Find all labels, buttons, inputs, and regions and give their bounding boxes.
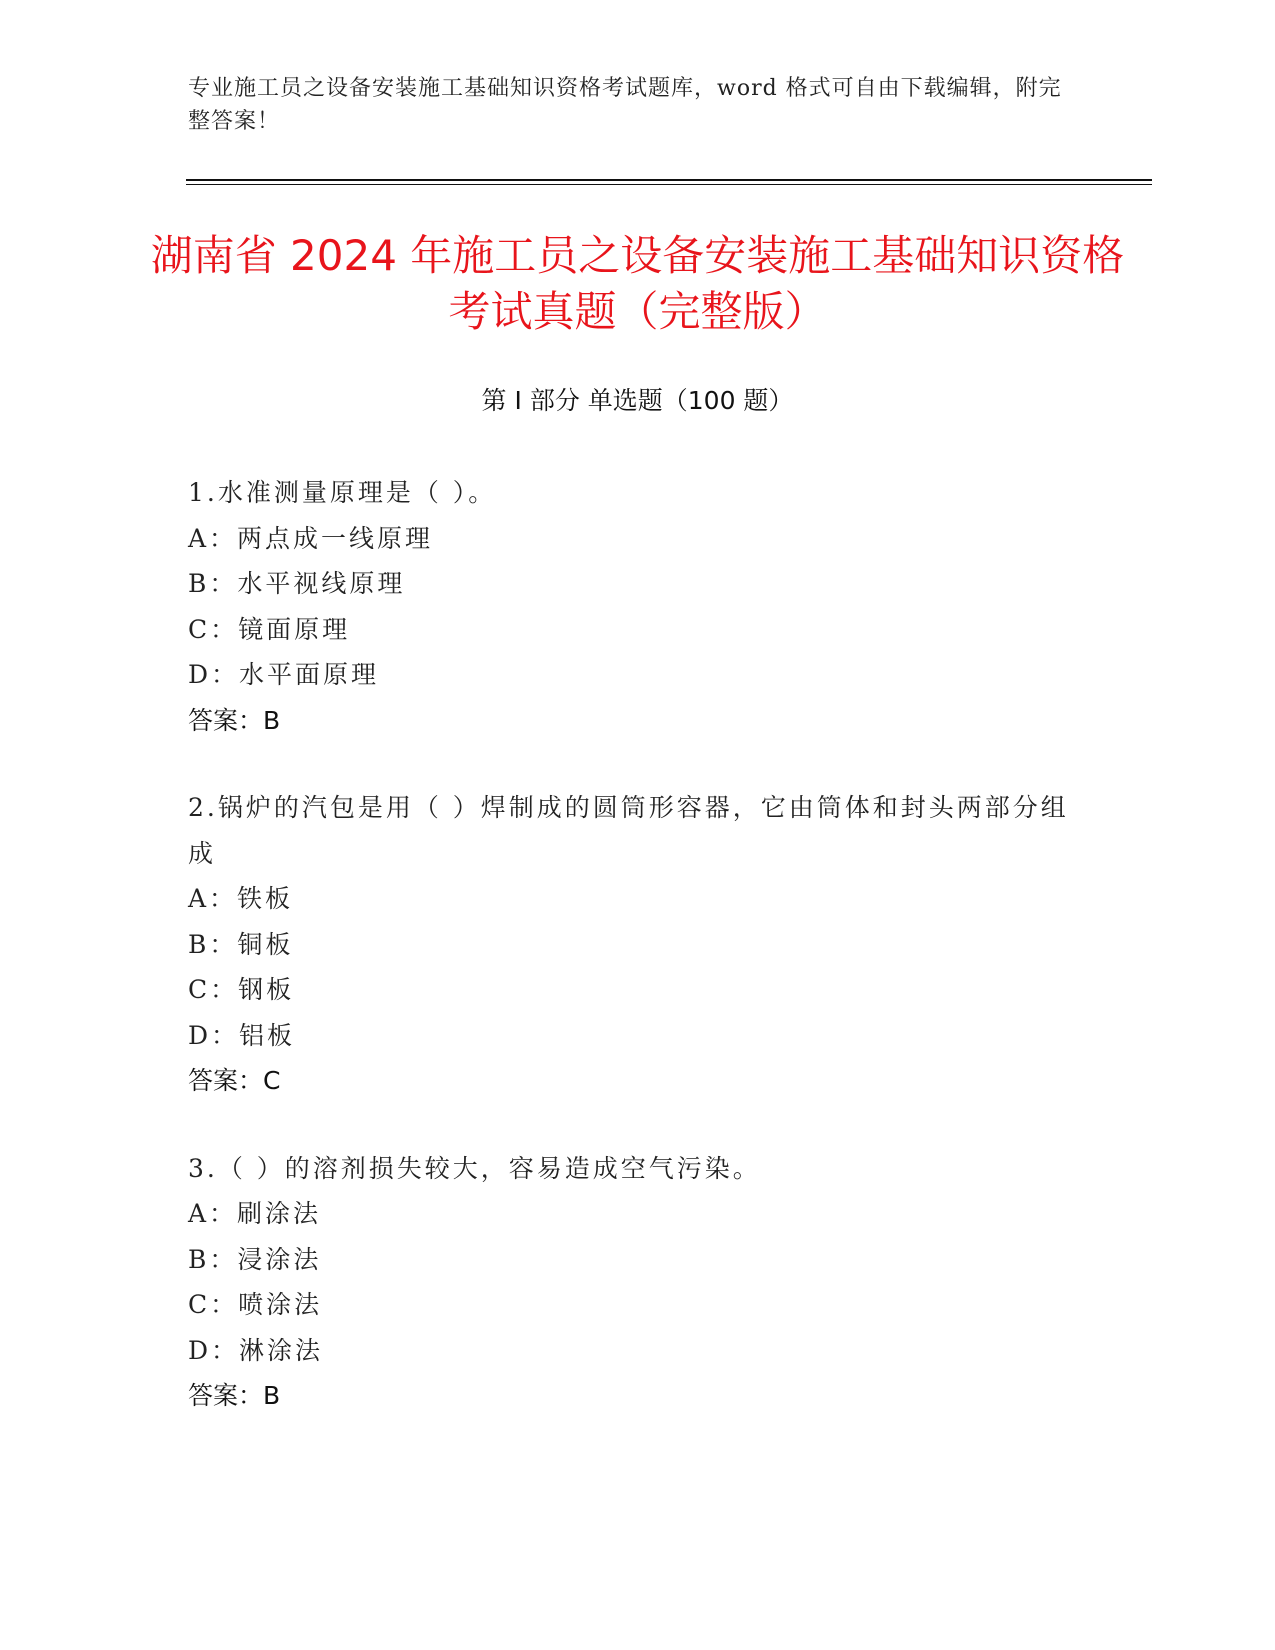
option-c: C：镜面原理 (188, 614, 351, 644)
question-1 (188, 470, 1088, 743)
answer: 答案：B (188, 705, 281, 735)
option-a: A：刷涂法 (188, 1199, 322, 1228)
header-divider-thin (186, 184, 1152, 185)
header-note: 专业施工员之设备安装施工基础知识资格考试题库，word 格式可自由下载编辑，附完整答案！ (188, 76, 1062, 134)
option-b: B：水平视线原理 (188, 569, 406, 598)
header-divider-thick (186, 179, 1152, 181)
question-stem: 2.锅炉的汽包是用（ ）焊制成的圆筒形容器，它由筒体和封头两部分组成 (188, 793, 1069, 868)
option-d: D：淋涂法 (188, 1335, 324, 1365)
option-a: A：铁板 (188, 884, 294, 913)
answer: 答案：B (188, 1381, 281, 1410)
section-title: 第 I 部分 单选题（100 题） (481, 386, 794, 415)
option-c: C：钢板 (188, 975, 295, 1004)
option-d: D：铝板 (188, 1020, 296, 1050)
document-title: 湖南省 2024 年施工员之设备安装施工基础知识资格考试真题（完整版） (150, 231, 1125, 336)
option-b: B：铜板 (188, 929, 294, 959)
question-stem: 3.（ ）的溶剂损失较大，容易造成空气污染。 (188, 1153, 761, 1183)
option-d: D：水平面原理 (188, 660, 380, 689)
option-c: C：喷涂法 (188, 1290, 323, 1319)
question-stem: 1.水准测量原理是（ ）。 (188, 478, 497, 507)
question-2 (188, 785, 1088, 1104)
option-a: A：两点成一线原理 (188, 523, 434, 553)
question-list (188, 470, 1088, 1461)
answer: 答案：C (188, 1066, 281, 1095)
option-b: B：浸涂法 (188, 1244, 322, 1274)
question-3 (188, 1146, 1088, 1419)
